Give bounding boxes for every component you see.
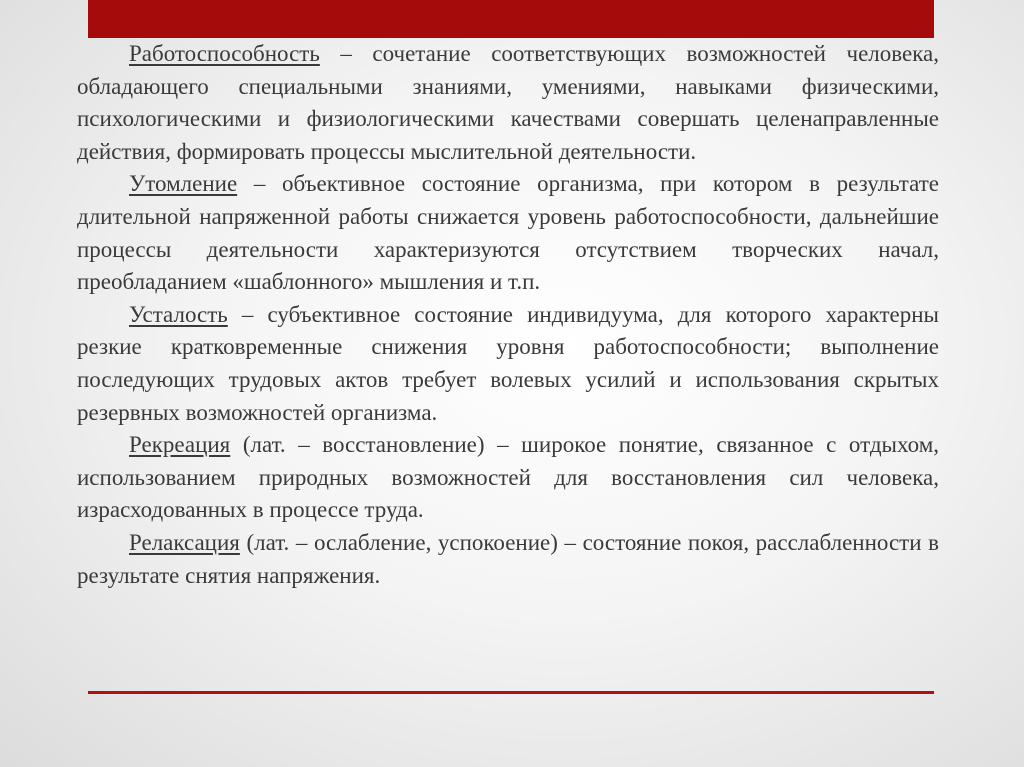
term-relaksaciya: Релаксация xyxy=(129,529,240,555)
definition-ustalost: – субъективное состояние индивидуума, для которого характерны резкие кратковременные снижения уровня работоспособности; выполнение последующих трудовых актов требует волевых усилий и использования скрытых резервных возможностей организма. xyxy=(77,301,939,425)
term-ustalost: Усталость xyxy=(129,301,228,327)
definition-rekreaciya: (лат. – восстановление) – широкое понятие, связанное с отдыхом, использованием природных возможностей для восстановления сил человека, израсходованных в процессе труда. xyxy=(77,432,939,523)
term-rabotosposobnost: Работоспособность xyxy=(129,41,320,66)
definition-rabotosposobnost: – сочетание соответствующих возможностей человека, обладающего специальными знаниями, умениями, навыками физическими, психологическими и физиологическими качествами совершать целенаправленные действия, формировать процессы мыслительной деятельности. xyxy=(77,41,939,164)
paragraph-ustalost xyxy=(77,299,939,429)
definitions-text xyxy=(77,38,939,592)
paragraph-relaksaciya xyxy=(77,527,939,592)
term-utomlenie: Утомление xyxy=(129,171,238,197)
term-rekreaciya: Рекреация xyxy=(129,432,231,458)
paragraph-utomlenie xyxy=(77,168,939,298)
paragraph-rekreaciya xyxy=(77,429,939,527)
top-accent-bar xyxy=(88,0,934,38)
definition-utomlenie: – объективное состояние организма, при котором в результате длительной напряженной работы снижается уровень работоспособности, дальнейшие процессы деятельности характеризуются отсутствием творческих начал, преобладанием «шаблонного» мышления и т.п. xyxy=(77,171,939,295)
paragraph-rabotosposobnost xyxy=(77,38,939,168)
definition-relaksaciya: (лат. – ослабление, успокоение) – состояние покоя, расслабленности в результате снятия напряжения. xyxy=(77,529,939,588)
bottom-divider xyxy=(88,691,934,694)
